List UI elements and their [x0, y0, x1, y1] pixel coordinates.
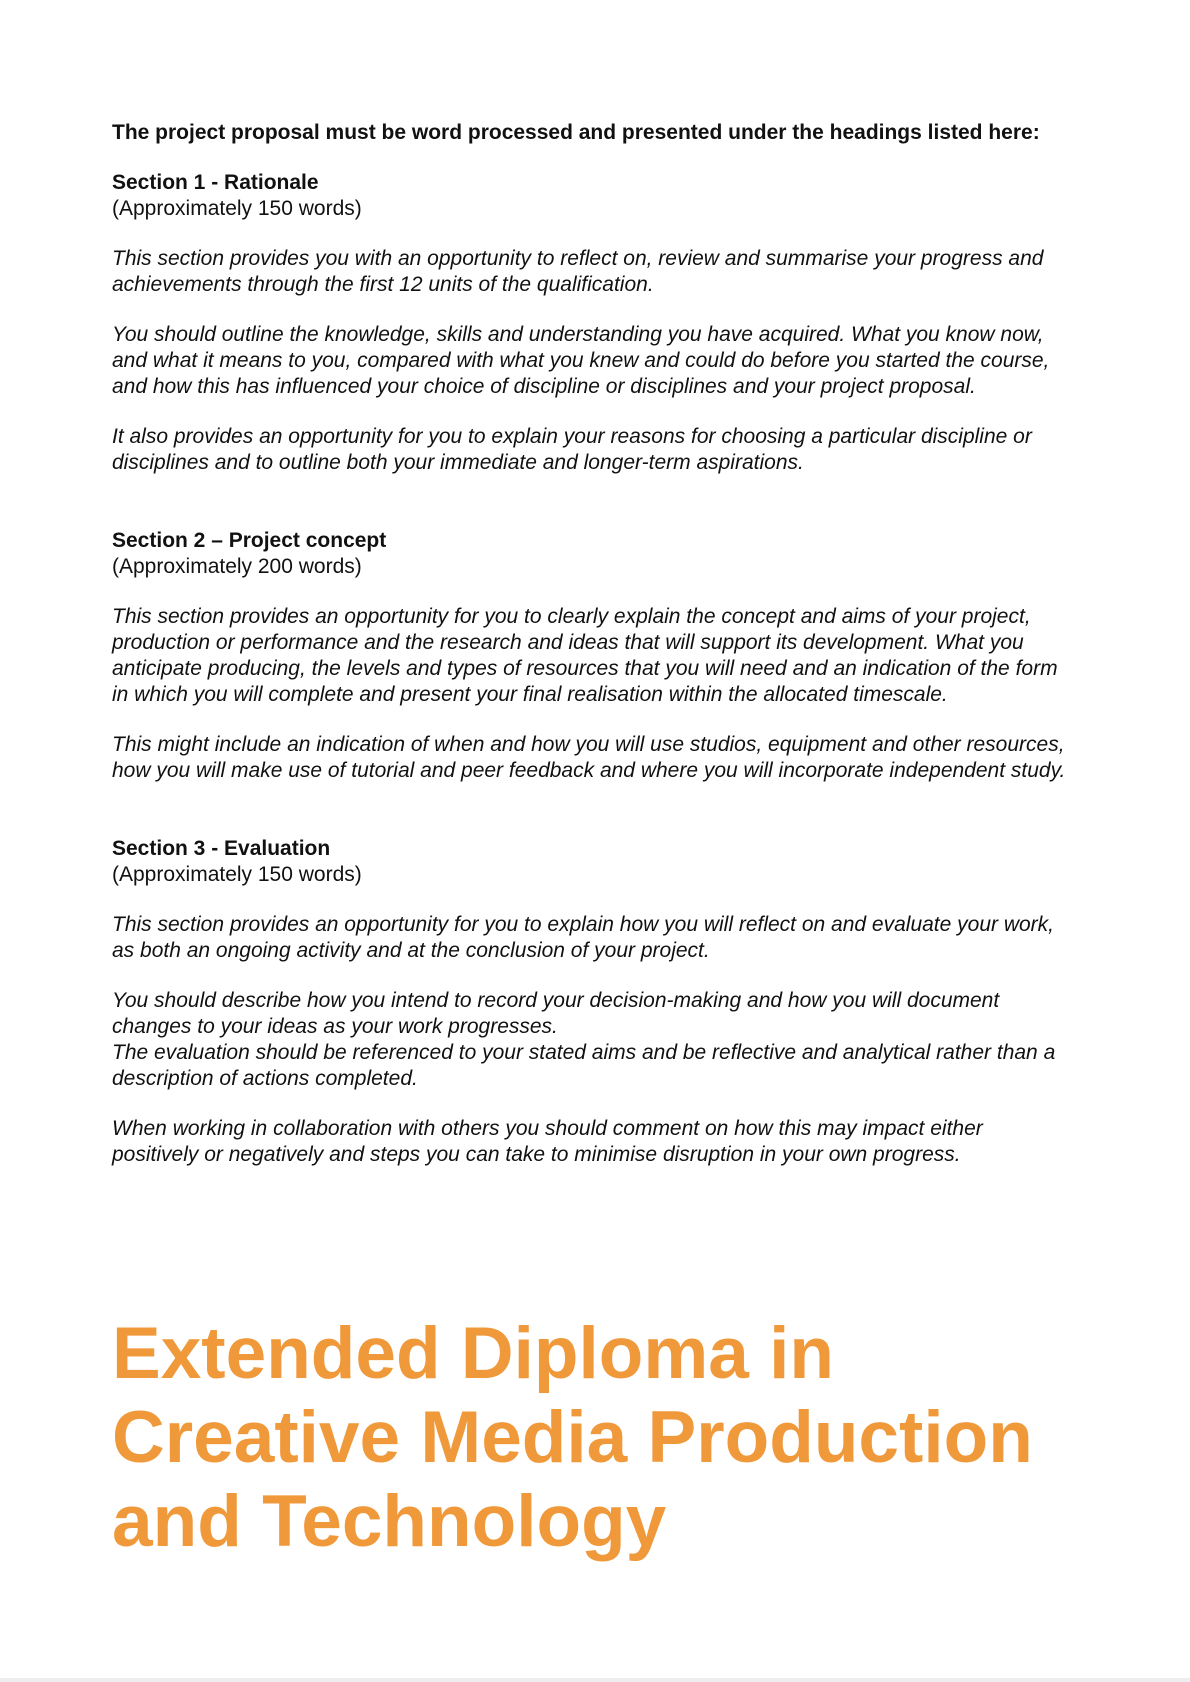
qualification-title [112, 1312, 1112, 1564]
section-paragraph: You should describe how you intend to record your decision-making and how you will document changes to your ideas as your work progresses. The evaluation should be referenced to your stated aims and be reflective and analytical rather than a description of actions completed. [112, 989, 1056, 1090]
intro-text: The project proposal must be word processed and presented under the headings listed here: [112, 121, 1040, 144]
section-project-concept [112, 528, 1070, 784]
title-line: Creative Media Production [112, 1397, 1033, 1478]
section-paragraph: You should outline the knowledge, skills and understanding you have acquired. What you know now, and what it means to you, compared with what you knew and could do before you started the course, and how this has influenced your choice of discipline or disciplines and your project proposal. [112, 323, 1050, 398]
proposal-guidance [112, 120, 1070, 1168]
section-rationale [112, 170, 1070, 476]
title-line: Extended Diploma in [112, 1313, 834, 1394]
page-bottom-edge [0, 1678, 1190, 1682]
section-paragraph: This section provides an opportunity for you to explain how you will reflect on and evaluate your work, as both an ongoing activity and at the conclusion of your project. [112, 913, 1055, 962]
title-line: and Technology [112, 1481, 667, 1562]
section-evaluation [112, 836, 1070, 1168]
section-heading: Section 1 - Rationale [112, 171, 319, 194]
word-count-note: (Approximately 150 words) [112, 197, 362, 220]
section-heading: Section 3 - Evaluation [112, 837, 331, 860]
section-heading: Section 2 – Project concept [112, 529, 387, 552]
section-paragraph: It also provides an opportunity for you to explain your reasons for choosing a particular discipline or disciplines and to outline both your immediate and longer-term aspirations. [112, 425, 1032, 474]
word-count-note: (Approximately 200 words) [112, 555, 362, 578]
section-paragraph: This might include an indication of when and how you will use studios, equipment and other resources, how you will make use of tutorial and peer feedback and where you will incorporate independent study. [112, 733, 1066, 782]
section-paragraph: This section provides an opportunity for you to clearly explain the concept and aims of your project, production or performance and the research and ideas that will support its development. What you anticipate producing, the levels and types of resources that you will need and an indication of the form in which you will complete and present your final realisation within the allocated timescale. [112, 605, 1058, 706]
section-paragraph: This section provides you with an opportunity to reflect on, review and summarise your progress and achievements through the first 12 units of the qualification. [112, 247, 1044, 296]
word-count-note: (Approximately 150 words) [112, 863, 362, 886]
section-paragraph: When working in collaboration with others you should comment on how this may impact either positively or negatively and steps you can take to minimise disruption in your own progress. [112, 1117, 983, 1166]
